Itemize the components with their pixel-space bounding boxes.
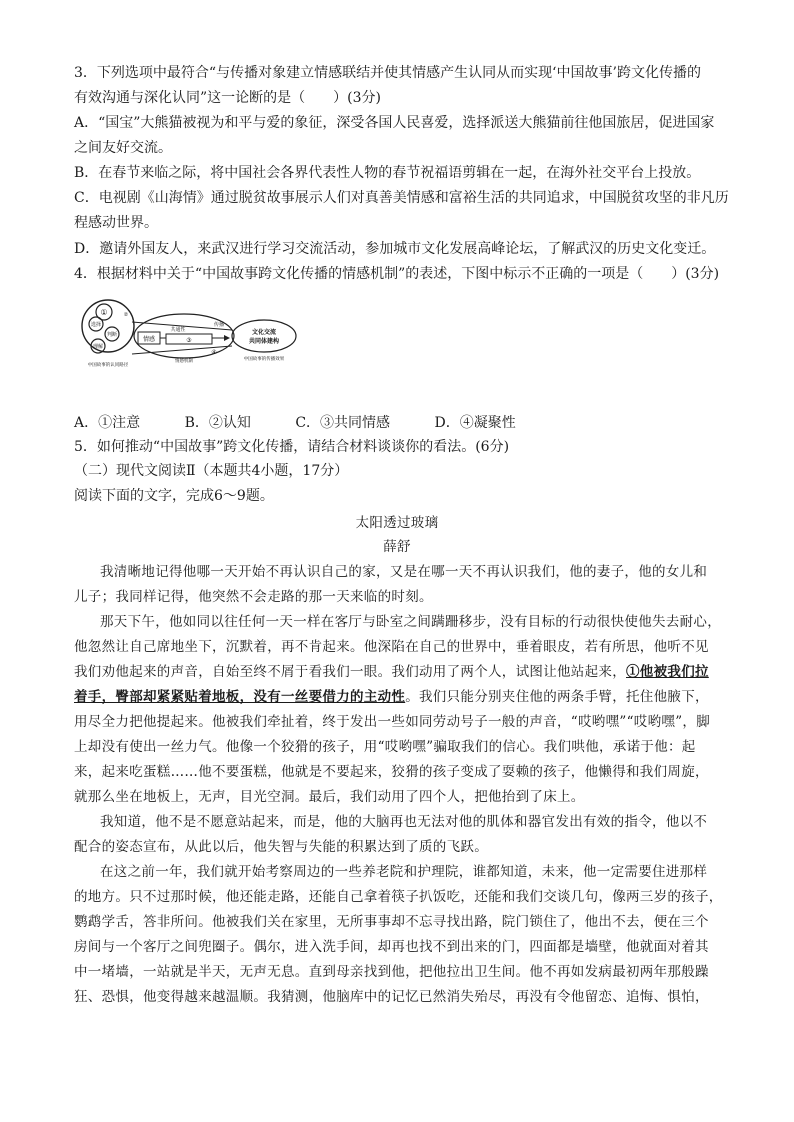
p4-line4: 房间与一个客厅之间兜圈子。偶尔，进入洗手间，却再也找不到出来的门，四面都是墙壁，他就面对着其: [74, 939, 709, 955]
circle-node-1-label: ①: [100, 308, 108, 317]
p4-line3: 鹦鹉学舌，答非所问。他被我们关在家里，无所事事却不忘寻找出路，院门锁住了，他出不去，便在三个: [74, 914, 709, 930]
target-line2: 共同体建构: [248, 338, 280, 345]
p1-line2: 儿子；我同样记得，他突然不会走路的那一天来临的时刻。: [74, 589, 433, 605]
p2-line3: [74, 663, 709, 681]
target-line1: 文化交流: [251, 329, 277, 336]
p2-line2: 他忽然让自己席地坐下，沉默着，再不肯起来。他深陷在自己的世界中，垂着眼皮，若有所思，他听不见: [74, 639, 709, 655]
p2-line3-text: 我们劝他起来的声音，自始至终不屑于看我们一眼。我们动用了两个人，试图让他站起来，: [74, 664, 626, 680]
q4-stem: 4．根据材料中关于“中国故事跨文化传播的情感机制”的表述，下图中标示不正确的一项是（ ）(3分): [74, 266, 720, 282]
q4-option-a: A．①注意: [74, 415, 141, 431]
mark-3: ③: [186, 337, 192, 344]
article-title: 太阳透过玻璃: [355, 515, 439, 531]
mark-4: ④: [211, 349, 217, 356]
q3-stem-line1: 3．下列选项中最符合“与传播对象建立情感联结并使其情感产生认同从而实现‘中国故事’跨文化传播的: [74, 65, 701, 81]
p4-line2: 的地方。只不过那时候，他还能走路，还能自己拿着筷子扒饭吃，还能和我们交谈几句，像两三岁的孩子，: [74, 889, 723, 905]
q4-option-c: C．③共同情感: [295, 415, 391, 431]
q4-option-b: B．②认知: [184, 415, 251, 431]
q5-stem: 5．如何推动“中国故事”跨文化传播，请结合材料谈谈你的看法。(6分): [74, 439, 510, 455]
mark-2: ②: [123, 312, 129, 318]
section2-heading: （二）现代文阅读Ⅱ（本题共4小题，17分）: [74, 463, 349, 479]
q4-option-d: D．④凝聚性: [434, 415, 516, 431]
p2-line6: 上却没有使出一丝力气。他像一个狡猾的孩子，用“哎哟嘿”骗取我们的信心。我们哄他，承诺于他：起: [74, 739, 696, 755]
circle-node-2-label: 选择: [90, 322, 102, 328]
q3-option-c-line1: C．电视剧《山海情》通过脱贫故事展示人们对真善美情感和富裕生活的共同追求，中国脱贫攻坚的非凡历: [74, 190, 729, 206]
p3-line2: 配合的姿态宣布，从此以后，他失智与失能的积累达到了质的飞跃。: [74, 839, 488, 855]
article-author: 薛舒: [383, 539, 411, 555]
p2-line5: 用尽全力把他提起来。他被我们牵扯着，终于发出一些如同劳动号子一般的声音，“哎哟嘿”“哎哟嘿”，脚: [74, 714, 711, 730]
p3-line1: 我知道，他不是不愿意站起来，而是，他的大脑再也无法对他的肌体和器官发出有效的指令，他以不: [100, 814, 708, 830]
p4-line5: 中一堵墙，一站就是半天，无声无息。直到母亲找到他，把他拉出卫生间。他不再如发病最初两年那般躁: [74, 964, 709, 980]
q3-option-a-line2: 之间友好交流。: [74, 140, 172, 156]
p2-line4-text: 。我们只能分别夹住他的两条手臂，托住他腋下，: [405, 689, 709, 705]
q3-option-a-line1: A．“国宝”大熊猫被视为和平与爱的象征，深受各国人民喜爱，选择派送大熊猫前往他国旅居，促进国家: [74, 115, 715, 131]
emotion-label: 情感: [142, 336, 156, 343]
transmit-label: 传播: [213, 322, 225, 328]
circle-node-4-label: 理解: [92, 344, 104, 350]
q4-options: [74, 414, 556, 432]
caption-left: 中国故事的认同路径: [87, 363, 129, 368]
p2-line7: 来，起来吃蛋糕……他不要蛋糕，他就是不要起来，狡猾的孩子变成了耍赖的孩子，他懒得和我们周旋，: [74, 764, 709, 780]
q3-option-b: B．在春节来临之际，将中国社会各界代表性人物的春节祝福语剪辑在一起，在海外社交平台上投放。: [74, 165, 701, 181]
p2-underlined-start: ①他被我们拉: [626, 664, 709, 680]
p4-line1: 在这之前一年，我们就开始考察周边的一些养老院和护理院，谁都知道，未来，他一定需要住进那样: [100, 864, 708, 880]
shared-label: 共通性: [170, 327, 186, 333]
p4-line6: 狂、恐惧，他变得越来越温顺。我猜测，他脑库中的记忆已然消失殆尽，再没有令他留恋、追悔、惧怕，: [74, 989, 709, 1005]
q3-option-d: D．邀请外国友人，来武汉进行学习交流活动，参加城市文化发展高峰论坛，了解武汉的历史文化变迁。: [74, 241, 716, 257]
bottom-mid-label: 情感机制: [175, 359, 193, 364]
q3-stem-line2: 有效沟通与深化认同”这一论断的是（ ）(3分): [74, 90, 381, 106]
p2-line1: 那天下午，他如同以往任何一天一样在客厅与卧室之间蹒跚移步，没有目标的行动很快使他失去耐心，: [100, 614, 721, 630]
circle-node-3-label: 判断: [106, 332, 118, 338]
p1-line1: 我清晰地记得他哪一天开始不再认识自己的家，又是在哪一天不再认识我们，他的妻子，他的女儿和: [100, 564, 708, 580]
effect-ellipse: [232, 320, 296, 352]
emotion-mechanism-diagram: [74, 296, 304, 368]
section2-instruction: 阅读下面的文字，完成6～9题。: [74, 488, 274, 504]
p2-line4: [74, 688, 709, 706]
p2-line8: 就那么坐在地板上，无声，目光空洞。最后，我们动用了四个人，把他抬到了床上。: [74, 789, 585, 805]
p2-underlined-end: 着手，臀部却紧紧贴着地板，没有一丝要借力的主动性: [74, 689, 406, 705]
q3-option-c-line2: 程感动世界。: [74, 215, 158, 231]
caption-right: 中国故事的传播效果: [243, 357, 285, 362]
